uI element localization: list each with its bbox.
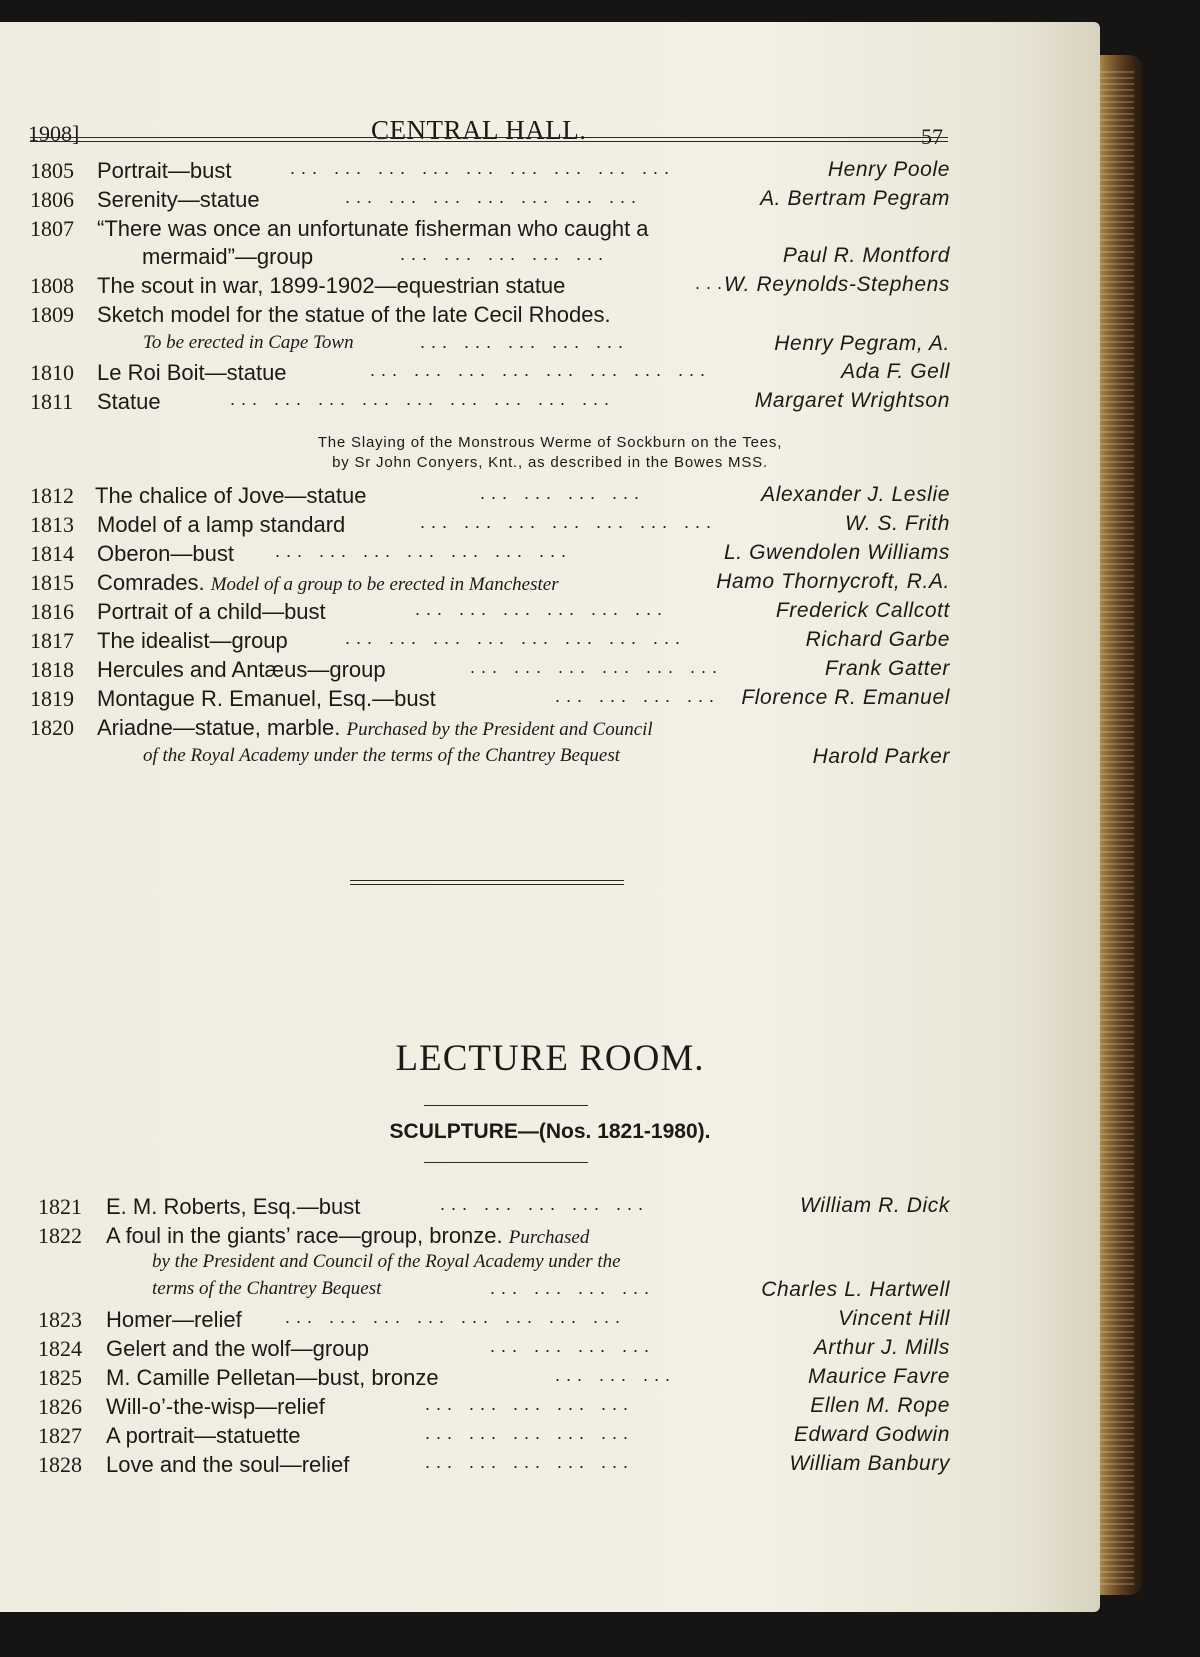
catalogue-entry <box>0 483 1100 513</box>
leader-dots: ... ... ... ... ... ... ... <box>420 512 718 532</box>
entry-artist: Charles L. Hartwell <box>761 1278 950 1301</box>
catalogue-entry <box>0 1423 1100 1453</box>
leader-dots: ... ... ... ... <box>490 1278 656 1298</box>
entry-number: 1818 <box>30 657 74 682</box>
entry-title: Homer—relief <box>106 1307 242 1332</box>
catalogue-entry-continued <box>0 745 1100 775</box>
entry-description: by Sr John Conyers, Knt., as described in the Bowes MSS. <box>332 454 768 471</box>
section-title: LECTURE ROOM. <box>395 1038 705 1079</box>
entry-title: Hercules and Antæus—group <box>97 657 386 682</box>
entry-number: 1827 <box>38 1423 82 1448</box>
leader-dots: ... ... ... ... <box>555 686 721 706</box>
entry-title <box>106 1223 589 1249</box>
entry-artist: Edward Godwin <box>793 1423 950 1446</box>
entry-title-main: Comrades. <box>97 570 205 595</box>
entry-title-italic: Purchased <box>508 1227 590 1248</box>
entry-number: 1813 <box>30 512 74 537</box>
catalogue-entry <box>0 715 1100 745</box>
catalogue-entry <box>0 1223 1100 1253</box>
entry-artist: Hamo Thornycroft, R.A. <box>716 570 950 593</box>
leader-dots: ... ... ... <box>555 1365 677 1385</box>
entry-purchase-note: of the Royal Academy under the terms of the Chantrey Bequest <box>143 745 620 766</box>
entry-number: 1828 <box>38 1452 82 1477</box>
entry-purchase-note: terms of the Chantrey Bequest <box>152 1278 382 1299</box>
entry-artist: William R. Dick <box>800 1194 950 1217</box>
entry-title: The idealist—group <box>97 628 288 653</box>
leader-dots: ... ... ... ... ... ... ... ... <box>345 628 687 648</box>
catalogue-entry <box>0 273 1100 303</box>
entry-number: 1815 <box>30 570 74 595</box>
leader-dots: ... ... ... ... ... <box>425 1394 635 1414</box>
entry-title: E. M. Roberts, Esq.—bust <box>106 1194 361 1219</box>
entry-number: 1819 <box>30 686 74 711</box>
entry-artist: William Banbury <box>789 1452 950 1475</box>
catalogue-entry <box>0 1336 1100 1366</box>
entry-artist: Frederick Callcott <box>775 599 950 622</box>
leader-dots: ... ... ... ... ... ... <box>470 657 724 677</box>
entry-title <box>97 715 653 741</box>
entry-artist: Alexander J. Leslie <box>761 483 950 506</box>
leader-dots: ... <box>695 273 729 293</box>
entry-number: 1826 <box>38 1394 82 1419</box>
entry-artist: Maurice Favre <box>807 1365 950 1388</box>
section-subtitle: SCULPTURE—(Nos. 1821-1980). <box>389 1120 711 1143</box>
leader-dots: ... ... ... ... ... <box>440 1194 650 1214</box>
entry-artist: Henry Pegram, A. <box>774 332 950 355</box>
entry-artist: W. Reynolds-Stephens <box>724 273 950 296</box>
entry-artist: Vincent Hill <box>838 1307 950 1330</box>
section-divider <box>350 880 624 885</box>
leader-dots: ... ... ... ... ... ... ... ... ... <box>290 158 676 178</box>
entry-number: 1809 <box>30 302 74 327</box>
entry-title: Serenity—statue <box>97 187 260 212</box>
leader-dots: ... ... ... ... ... ... ... <box>275 541 573 561</box>
entry-number: 1811 <box>30 389 74 414</box>
entry-title: M. Camille Pelletan—bust, bronze <box>106 1365 439 1390</box>
entry-number: 1805 <box>30 158 74 183</box>
leader-dots: ... ... ... ... ... ... ... ... ... <box>230 389 616 409</box>
running-head-year: 1908] <box>28 121 80 146</box>
catalogue-entry <box>0 1452 1100 1482</box>
leader-dots: ... ... ... ... ... <box>400 244 610 264</box>
catalogue-entry <box>0 628 1100 658</box>
entry-number: 1808 <box>30 273 74 298</box>
entry-title: Sketch model for the statue of the late Cecil Rhodes. <box>97 302 611 327</box>
title-rule <box>424 1105 588 1106</box>
entry-number: 1823 <box>38 1307 82 1332</box>
catalogue-entry <box>0 657 1100 687</box>
catalogue-entry <box>0 302 1100 332</box>
entry-artist: Harold Parker <box>812 745 950 768</box>
entry-title: A portrait—statuette <box>106 1423 301 1448</box>
catalogue-entry-continued <box>0 1278 1100 1308</box>
catalogue-entry <box>0 541 1100 571</box>
subtitle-rule <box>424 1162 588 1163</box>
entry-artist: W. S. Frith <box>845 512 950 535</box>
catalogue-entry <box>0 1194 1100 1224</box>
catalogue-entry-continued <box>0 332 1100 362</box>
leader-dots: ... ... ... ... ... <box>425 1452 635 1472</box>
entry-artist: Paul R. Montford <box>782 244 950 267</box>
catalogue-entry <box>0 389 1100 419</box>
catalogue-entry <box>0 599 1100 629</box>
entry-title: Love and the soul—relief <box>106 1452 350 1477</box>
leader-dots: ... ... ... ... ... ... <box>415 599 669 619</box>
catalogue-page <box>0 22 1100 1612</box>
entry-title <box>97 570 559 596</box>
catalogue-entry <box>0 158 1100 188</box>
catalogue-entry-continued <box>0 1251 1100 1281</box>
entry-number: 1810 <box>30 360 74 385</box>
entry-title: Oberon—bust <box>97 541 234 566</box>
entry-number: 1824 <box>38 1336 82 1361</box>
catalogue-entry <box>0 216 1100 246</box>
entry-title: Statue <box>97 389 161 414</box>
entry-artist: Arthur J. Mills <box>813 1336 950 1359</box>
entry-number: 1806 <box>30 187 74 212</box>
leader-dots: ... ... ... ... ... <box>420 332 630 352</box>
entry-title: The scout in war, 1899-1902—equestrian statue <box>97 273 566 298</box>
entry-artist: L. Gwendolen Williams <box>724 541 950 564</box>
leader-dots: ... ... ... ... ... <box>425 1423 635 1443</box>
catalogue-entry <box>0 1307 1100 1337</box>
entry-artist: Florence R. Emanuel <box>741 686 950 709</box>
catalogue-entry <box>0 187 1100 217</box>
leader-dots: ... ... ... ... ... ... ... <box>345 187 643 207</box>
entry-title-continued: mermaid”—group <box>142 244 314 269</box>
entry-number: 1816 <box>30 599 74 624</box>
entry-artist: Margaret Wrightson <box>754 389 950 412</box>
entry-title-italic: Purchased by the President and Council <box>346 719 653 740</box>
entry-artist: A. Bertram Pegram <box>760 187 950 210</box>
running-head-title: CENTRAL HALL. <box>371 115 587 145</box>
entry-title: Montague R. Emanuel, Esq.—bust <box>97 686 436 711</box>
catalogue-entry <box>0 686 1100 716</box>
entry-purchase-note: by the President and Council of the Royal Academy under the <box>152 1251 621 1272</box>
leader-dots: ... ... ... ... ... ... ... ... <box>285 1307 627 1327</box>
entry-title: Le Roi Boit—statue <box>97 360 287 385</box>
book-edge-pages <box>1100 70 1134 1585</box>
entry-location-note: To be erected in Cape Town <box>143 332 354 353</box>
entry-title: Portrait of a child—bust <box>97 599 326 624</box>
entry-artist: Henry Poole <box>827 158 950 181</box>
entry-number: 1822 <box>38 1223 82 1248</box>
entry-number: 1814 <box>30 541 74 566</box>
entry-title: Gelert and the wolf—group <box>106 1336 369 1361</box>
catalogue-entry <box>0 1365 1100 1395</box>
entry-title: Portrait—bust <box>97 158 232 183</box>
entry-artist: Richard Garbe <box>805 628 950 651</box>
entry-number: 1817 <box>30 628 74 653</box>
entry-artist: Ellen M. Rope <box>810 1394 950 1417</box>
entry-artist: Ada F. Gell <box>841 360 950 383</box>
entry-description: The Slaying of the Monstrous Werme of Sockburn on the Tees, <box>317 434 783 451</box>
entry-number: 1812 <box>30 483 74 508</box>
entry-title-main: Ariadne—statue, marble. <box>97 715 341 740</box>
entry-title: The chalice of Jove—statue <box>95 483 367 508</box>
entry-title-main: A foul in the giants’ race—group, bronze. <box>106 1223 503 1248</box>
leader-dots: ... ... ... ... ... ... ... ... <box>370 360 712 380</box>
leader-dots: ... ... ... ... <box>490 1336 656 1356</box>
catalogue-entry <box>0 570 1100 600</box>
entry-number: 1807 <box>30 216 74 241</box>
catalogue-entry <box>0 1394 1100 1424</box>
catalogue-entry <box>0 360 1100 390</box>
entry-title-italic: Model of a group to be erected in Manchester <box>210 574 559 595</box>
entry-artist: Frank Gatter <box>824 657 950 680</box>
running-head <box>0 97 1100 149</box>
catalogue-entry-continued <box>0 244 1100 274</box>
entry-number: 1820 <box>30 715 74 740</box>
entry-number: 1821 <box>38 1194 82 1219</box>
leader-dots: ... ... ... ... <box>480 483 646 503</box>
header-rule <box>30 137 948 142</box>
catalogue-entry <box>0 512 1100 542</box>
entry-title: Model of a lamp standard <box>97 512 346 537</box>
entry-number: 1825 <box>38 1365 82 1390</box>
entry-title: “There was once an unfortunate fisherman who caught a <box>97 216 649 241</box>
entry-title: Will-o’-the-wisp—relief <box>106 1394 325 1419</box>
page-number: 57 <box>921 124 943 149</box>
